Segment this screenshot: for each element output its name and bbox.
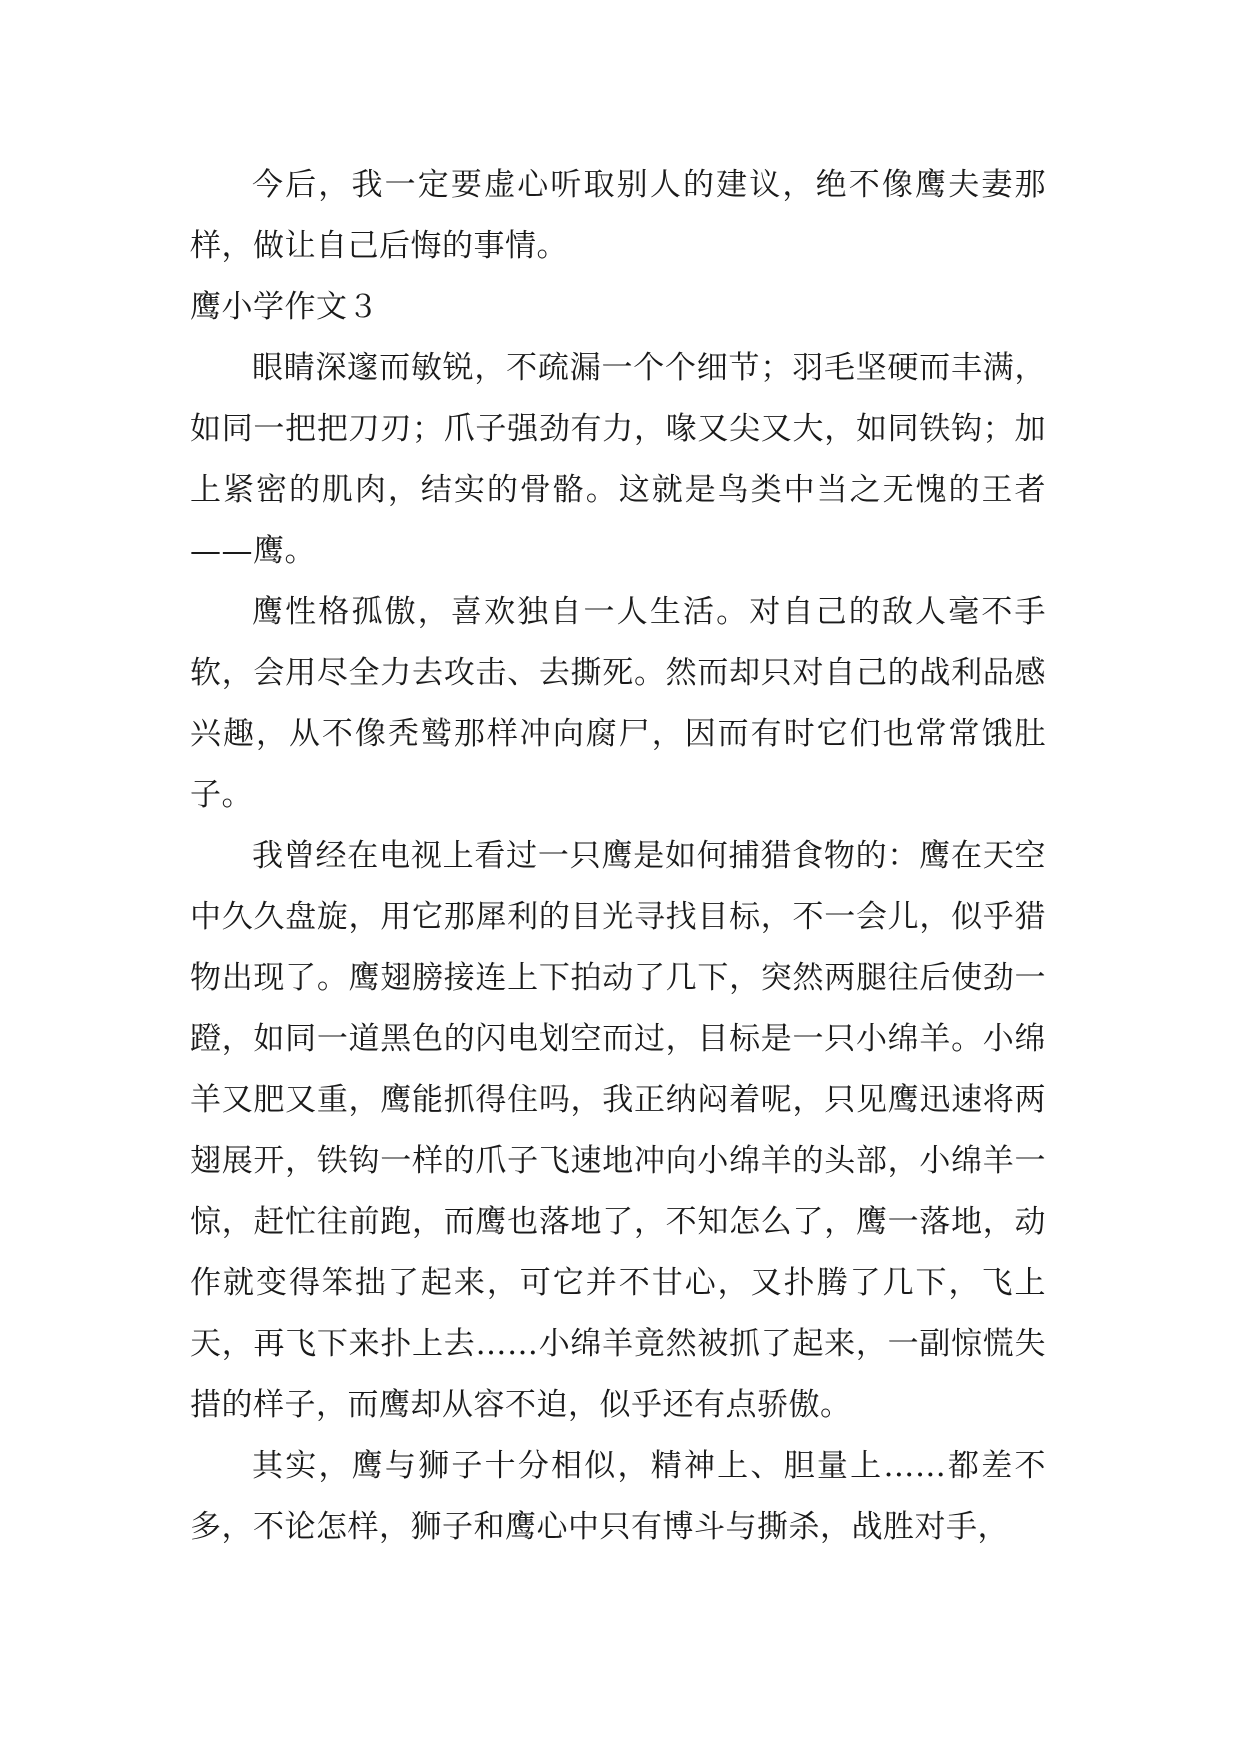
paragraph: 今后，我一定要虚心听取别人的建议，绝不像鹰夫妻那样，做让自己后悔的事情。 [190,167,1046,264]
paragraph: 其实，鹰与狮子十分相似，精神上、胆量上……都差不多，不论怎样，狮子和鹰心中只有博斗与撕杀，战胜对手， [190,1448,1046,1545]
paragraph: 鹰性格孤傲，喜欢独自一人生活。对自己的敌人毫不手软，会用尽全力去攻击、去撕死。然而却只对自己的战利品感兴趣，从不像秃鹫那样冲向腐尸，因而有时它们也常常饿肚子。 [190,594,1046,813]
paragraph: 我曾经在电视上看过一只鹰是如何捕猎食物的：鹰在天空中久久盘旋，用它那犀利的目光寻找目标，不一会儿，似乎猎物出现了。鹰翅膀接连上下拍动了几下，突然两腿往后使劲一蹬，如同一道黑色的闪电划空而过，目标是一只小绵羊。小绵羊又肥又重，鹰能抓得住吗，我正纳闷着呢，只见鹰迅速将两翅展开，铁钩一样的爪子飞速地冲向小绵羊的头部，小绵羊一惊，赶忙往前跑，而鹰也落地了，不知怎么了，鹰一落地，动作就变得笨拙了起来，可它并不甘心，又扑腾了几下，飞上天，再飞下来扑上去……小绵羊竟然被抓了起来，一副惊慌失措的样子，而鹰却从容不迫，似乎还有点骄傲。 [190,838,1046,1423]
paragraph: 眼睛深邃而敏锐，不疏漏一个个细节；羽毛坚硬而丰满，如同一把把刀刃；爪子强劲有力，喙又尖又大，如同铁钩；加上紧密的肌肉，结实的骨骼。这就是鸟类中当之无愧的王者——鹰。 [190,350,1046,569]
section-title: 鹰小学作文３ [190,289,379,325]
document-body [190,155,1046,1558]
